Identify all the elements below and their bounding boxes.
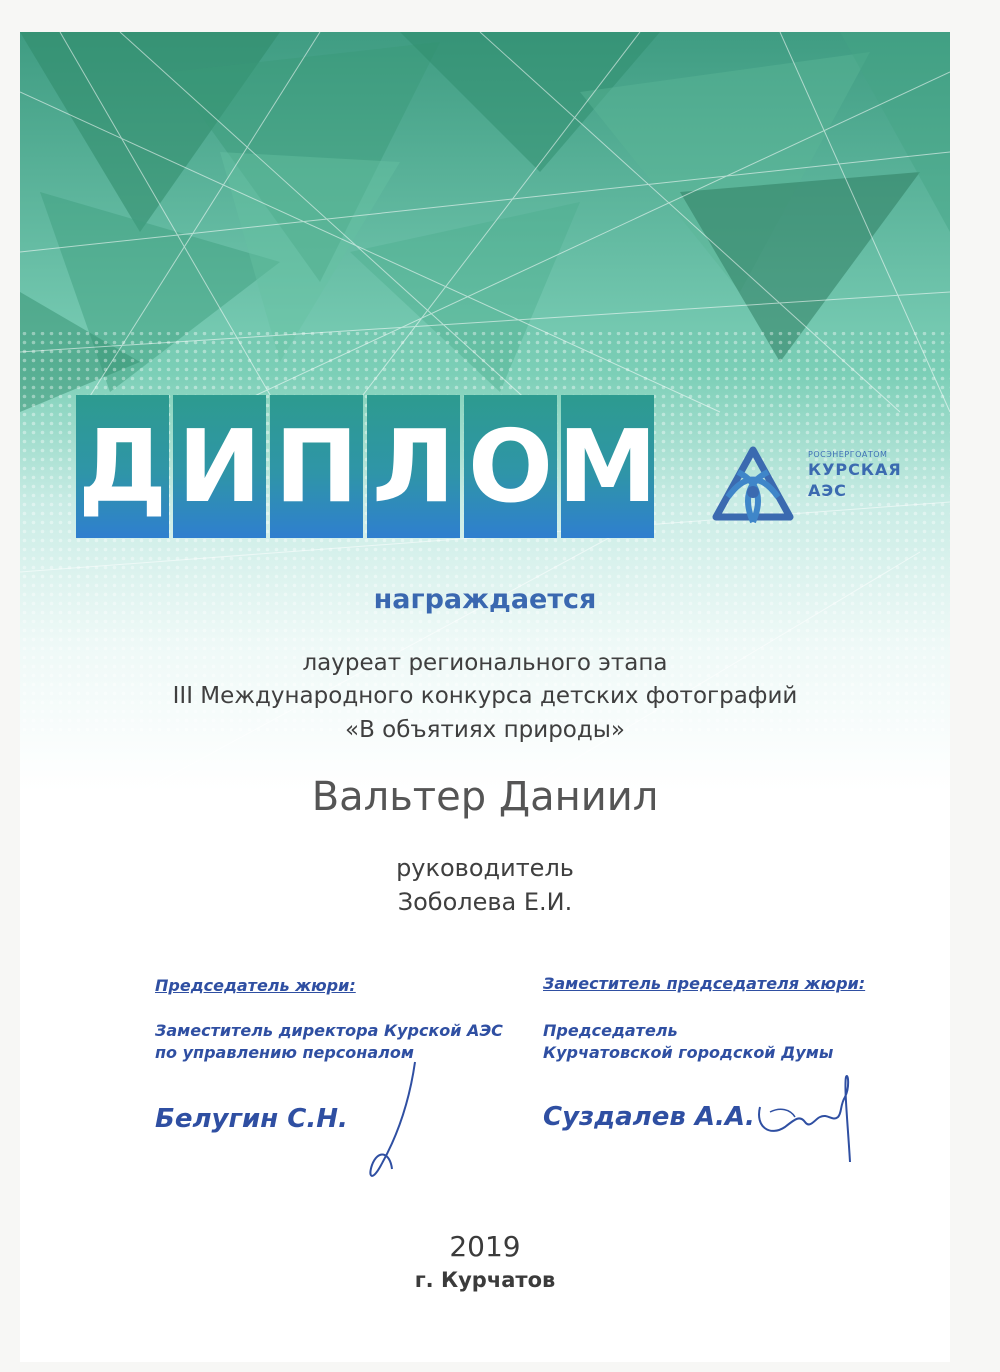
title-letter: М [561, 395, 654, 538]
left-signatory-position-1: Заместитель директора Курской АЭС [155, 1021, 503, 1040]
atom-triangle-icon [708, 442, 798, 532]
right-signatory-position-1: Председатель [543, 1021, 678, 1040]
supervisor-label: руководитель [396, 854, 574, 882]
logo-line-1: КУРСКАЯ [808, 460, 902, 479]
right-signatory-position-2: Курчатовской городской Думы [543, 1043, 834, 1062]
right-signatory-heading: Заместитель председателя жюри: [543, 974, 866, 993]
diploma-title [76, 395, 658, 538]
recipient-name: Вальтер Даниил [311, 774, 659, 820]
diploma-sheet [20, 32, 950, 1362]
title-letter: П [270, 395, 363, 538]
left-signatory-heading: Председатель жюри: [155, 976, 356, 995]
title-letter: Л [367, 395, 460, 538]
awarded-heading: награждается [373, 584, 597, 615]
logo-line-2: АЭС [808, 481, 847, 500]
laureate-line-2: III Международного конкурса детских фотографий [172, 683, 798, 709]
kursk-npp-logo [708, 442, 928, 537]
title-letter: О [464, 395, 557, 538]
left-handwritten-signature [360, 1057, 430, 1187]
diploma-city: г. Курчатов [414, 1268, 556, 1292]
laureate-line-3: «В объятиях природы» [345, 717, 625, 743]
title-letter: И [173, 395, 266, 538]
right-handwritten-signature [750, 1067, 860, 1177]
diploma-year: 2019 [449, 1230, 521, 1263]
right-signatory-name: Суздалев А.А. [543, 1102, 755, 1132]
supervisor-name: Зоболева Е.И. [397, 888, 573, 916]
left-signatory-name: Белугин С.Н. [155, 1104, 348, 1134]
laureate-line-1: лауреат регионального этапа [302, 650, 668, 676]
title-letter: Д [76, 395, 169, 538]
logo-parent-org: РОСЭНЕРГОАТОМ [808, 450, 888, 459]
left-signatory-position-2: по управлению персоналом [155, 1043, 414, 1062]
